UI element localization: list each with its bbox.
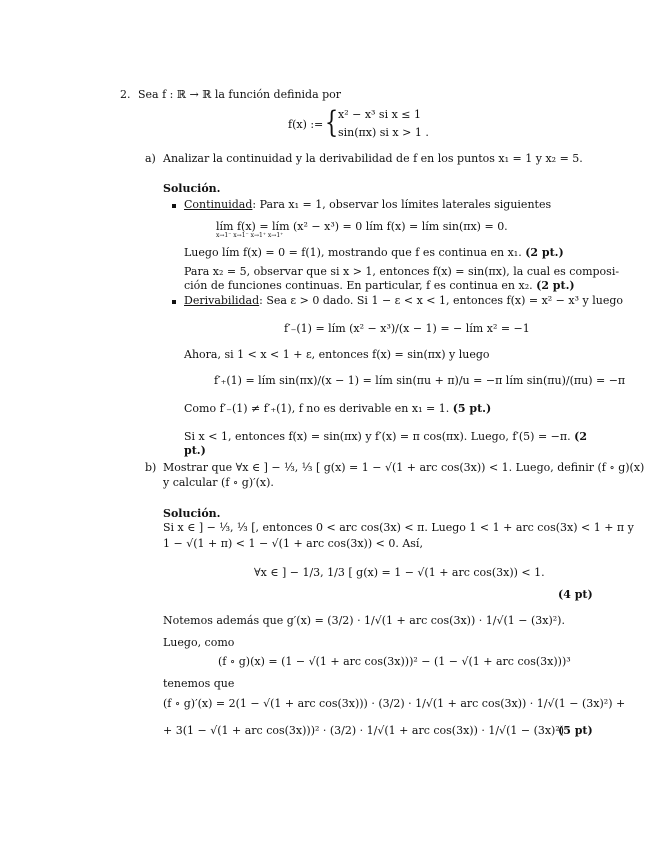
points-badge: (4 pt) xyxy=(558,588,593,601)
points-badge: (2 pt.) xyxy=(536,279,575,292)
g-bound-equation: ∀x ∈ ] − 1/3, 1/3 [ g(x) = 1 − √(1 + arc cos(3x)) < 1. xyxy=(254,566,545,579)
x2-text: ción de funciones continuas. En particular, f es continua en x₂. xyxy=(184,279,533,292)
solution-b-line-1: Si x ∈ ] − ⅓, ⅓ [, entonces 0 < arc cos(3x) < π. Luego 1 < 1 + arc cos(3x) < 1 + π y xyxy=(163,521,634,534)
left-brace-icon: { xyxy=(324,105,339,140)
points-badge: (2 pt.) xyxy=(525,246,564,259)
continuity-line xyxy=(184,198,551,212)
not-differentiable-conclusion xyxy=(184,402,491,416)
x2-text-line-2 xyxy=(184,279,575,293)
composition-derivative-line-2: + 3(1 − √(1 + arc cos(3x)))² · (3/2) · 1/√(1 + arc cos(3x)) · 1/√(1 − (3x)²) xyxy=(163,724,565,737)
definition-case-2: sin(πx) si x > 1 . xyxy=(338,126,429,139)
g-derivative-line: Notemos además que g′(x) = (3/2) · 1/√(1 + arc cos(3x)) · 1/√(1 − (3x)²). xyxy=(163,614,565,627)
continuity-equation: lím f(x) = lím (x² − x³) = 0 lím f(x) = lím sin(πx) = 0. xyxy=(216,220,508,233)
solution-heading-a: Solución. xyxy=(163,182,221,195)
part-a-statement: Analizar la continuidad y la derivabilidad de f en los puntos x₁ = 1 y x₂ = 5. xyxy=(163,152,583,165)
luego-text: Luego lím f(x) = 0 = f(1), mostrando que f es continua en x₁. xyxy=(184,246,522,259)
derivative-at-5 xyxy=(184,430,587,444)
bullet-icon xyxy=(172,300,176,304)
part-b-label: b) xyxy=(145,461,157,474)
composition-equation: (f ∘ g)(x) = (1 − √(1 + arc cos(3x)))² − (1 − √(1 + arc cos(3x)))³ xyxy=(218,655,571,668)
bullet-icon xyxy=(172,204,176,208)
derivability-text: : Sea ε > 0 dado. Si 1 − ε < x < 1, entonces f(x) = x² − x³ y luego xyxy=(259,294,623,307)
part-b-statement-line-2: y calcular (f ∘ g)′(x). xyxy=(163,476,274,489)
ahora-text: Ahora, si 1 < x < 1 + ε, entonces f(x) = sin(πx) y luego xyxy=(184,348,490,361)
tenemos-text: tenemos que xyxy=(163,677,235,690)
problem-intro: Sea f : ℝ → ℝ la función definida por xyxy=(138,88,342,101)
composition-derivative-line-1: (f ∘ g)′(x) = 2(1 − √(1 + arc cos(3x))) · (3/2) · 1/√(1 + arc cos(3x)) · 1/√(1 − (3x)²) + xyxy=(163,697,626,710)
left-derivative-equation: f′₋(1) = lím (x² − x³)/(x − 1) = − lím x² = −1 xyxy=(284,322,530,335)
derivability-line xyxy=(184,294,623,308)
continuity-equation-subscripts: x→1⁻ x→1⁻ x→1⁺ x→1⁺ xyxy=(216,232,284,239)
derivability-title: Derivabilidad xyxy=(184,294,260,307)
definition-lhs: f(x) := xyxy=(288,118,324,131)
points-badge-continued: pt.) xyxy=(184,444,206,457)
part-b-statement-line-1: Mostrar que ∀x ∈ ] − ⅓, ⅓ [ g(x) = 1 − √(1 + arc cos(3x)) < 1. Luego, definir (f ∘ g)(x) xyxy=(163,461,645,474)
solution-b-line-2: 1 − √(1 + π) < 1 − √(1 + arc cos(3x)) < 0. Así, xyxy=(163,537,423,550)
si-text: Si x < 1, entonces f(x) = sin(πx) y f′(x) = π cos(πx). Luego, f′(5) = −π. xyxy=(184,430,571,443)
como-text: Como f′₋(1) ≠ f′₊(1), f no es derivable en x₁ = 1. xyxy=(184,402,450,415)
continuity-conclusion-x1 xyxy=(184,246,564,260)
right-derivative-equation: f′₊(1) = lím sin(πx)/(x − 1) = lím sin(πu + π)/u = −π lím sin(πu)/(πu) = −π xyxy=(214,374,626,387)
points-badge: (5 pt) xyxy=(558,724,593,737)
points-badge: (2 xyxy=(574,430,587,443)
solution-heading-b: Solución. xyxy=(163,507,221,520)
definition-case-1: x² − x³ si x ≤ 1 xyxy=(338,108,422,121)
continuity-text: : Para x₁ = 1, observar los límites laterales siguientes xyxy=(252,198,552,211)
luego-como-text: Luego, como xyxy=(163,636,235,649)
problem-number: 2. xyxy=(120,88,131,101)
part-a-label: a) xyxy=(145,152,156,165)
points-badge: (5 pt.) xyxy=(452,402,492,415)
x2-text-line-1: Para x₂ = 5, observar que si x > 1, entonces f(x) = sin(πx), la cual es composi- xyxy=(184,265,620,278)
continuity-title: Continuidad xyxy=(184,198,253,211)
